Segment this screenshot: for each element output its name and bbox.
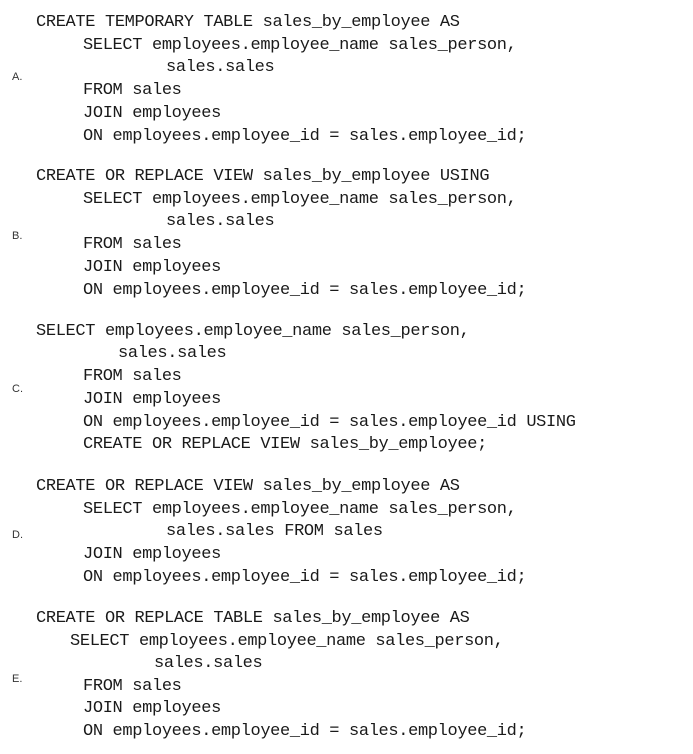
code-line: JOIN employees	[83, 390, 221, 409]
code-line: CREATE OR REPLACE VIEW sales_by_employee AS	[36, 477, 460, 496]
code-line: ON employees.employee_id = sales.employee_id;	[83, 722, 527, 741]
option-label: B.	[12, 230, 23, 242]
code-line: sales.sales	[166, 58, 275, 77]
code-line: ON employees.employee_id = sales.employee_id;	[83, 127, 527, 146]
code-line: FROM sales	[83, 677, 182, 696]
code-line: CREATE OR REPLACE VIEW sales_by_employee;	[83, 435, 487, 454]
code-line: sales.sales	[118, 344, 227, 363]
option-label: D.	[12, 529, 23, 541]
code-line: sales.sales FROM sales	[166, 522, 383, 541]
option-label: A.	[12, 71, 23, 83]
code-line: FROM sales	[83, 367, 182, 386]
code-line: SELECT employees.employee_name sales_person,	[83, 500, 517, 519]
code-line: JOIN employees	[83, 545, 221, 564]
code-line: CREATE TEMPORARY TABLE sales_by_employee AS	[36, 13, 460, 32]
code-line: ON employees.employee_id = sales.employee_id;	[83, 281, 527, 300]
option-label: C.	[12, 383, 23, 395]
option-label: E.	[12, 673, 23, 685]
code-line: FROM sales	[83, 81, 182, 100]
code-line: SELECT employees.employee_name sales_person,	[36, 322, 470, 341]
code-line: FROM sales	[83, 235, 182, 254]
code-line: SELECT employees.employee_name sales_person,	[83, 190, 517, 209]
code-line: sales.sales	[166, 212, 275, 231]
code-line: JOIN employees	[83, 104, 221, 123]
code-line: ON employees.employee_id = sales.employee_id USING	[83, 413, 576, 432]
code-line: SELECT employees.employee_name sales_person,	[83, 36, 517, 55]
code-line: SELECT employees.employee_name sales_person,	[70, 632, 504, 651]
code-line: JOIN employees	[83, 699, 221, 718]
code-line: sales.sales	[154, 654, 263, 673]
code-line: CREATE OR REPLACE TABLE sales_by_employee AS	[36, 609, 470, 628]
code-line: CREATE OR REPLACE VIEW sales_by_employee USING	[36, 167, 490, 186]
code-line: ON employees.employee_id = sales.employee_id;	[83, 568, 527, 587]
code-line: JOIN employees	[83, 258, 221, 277]
